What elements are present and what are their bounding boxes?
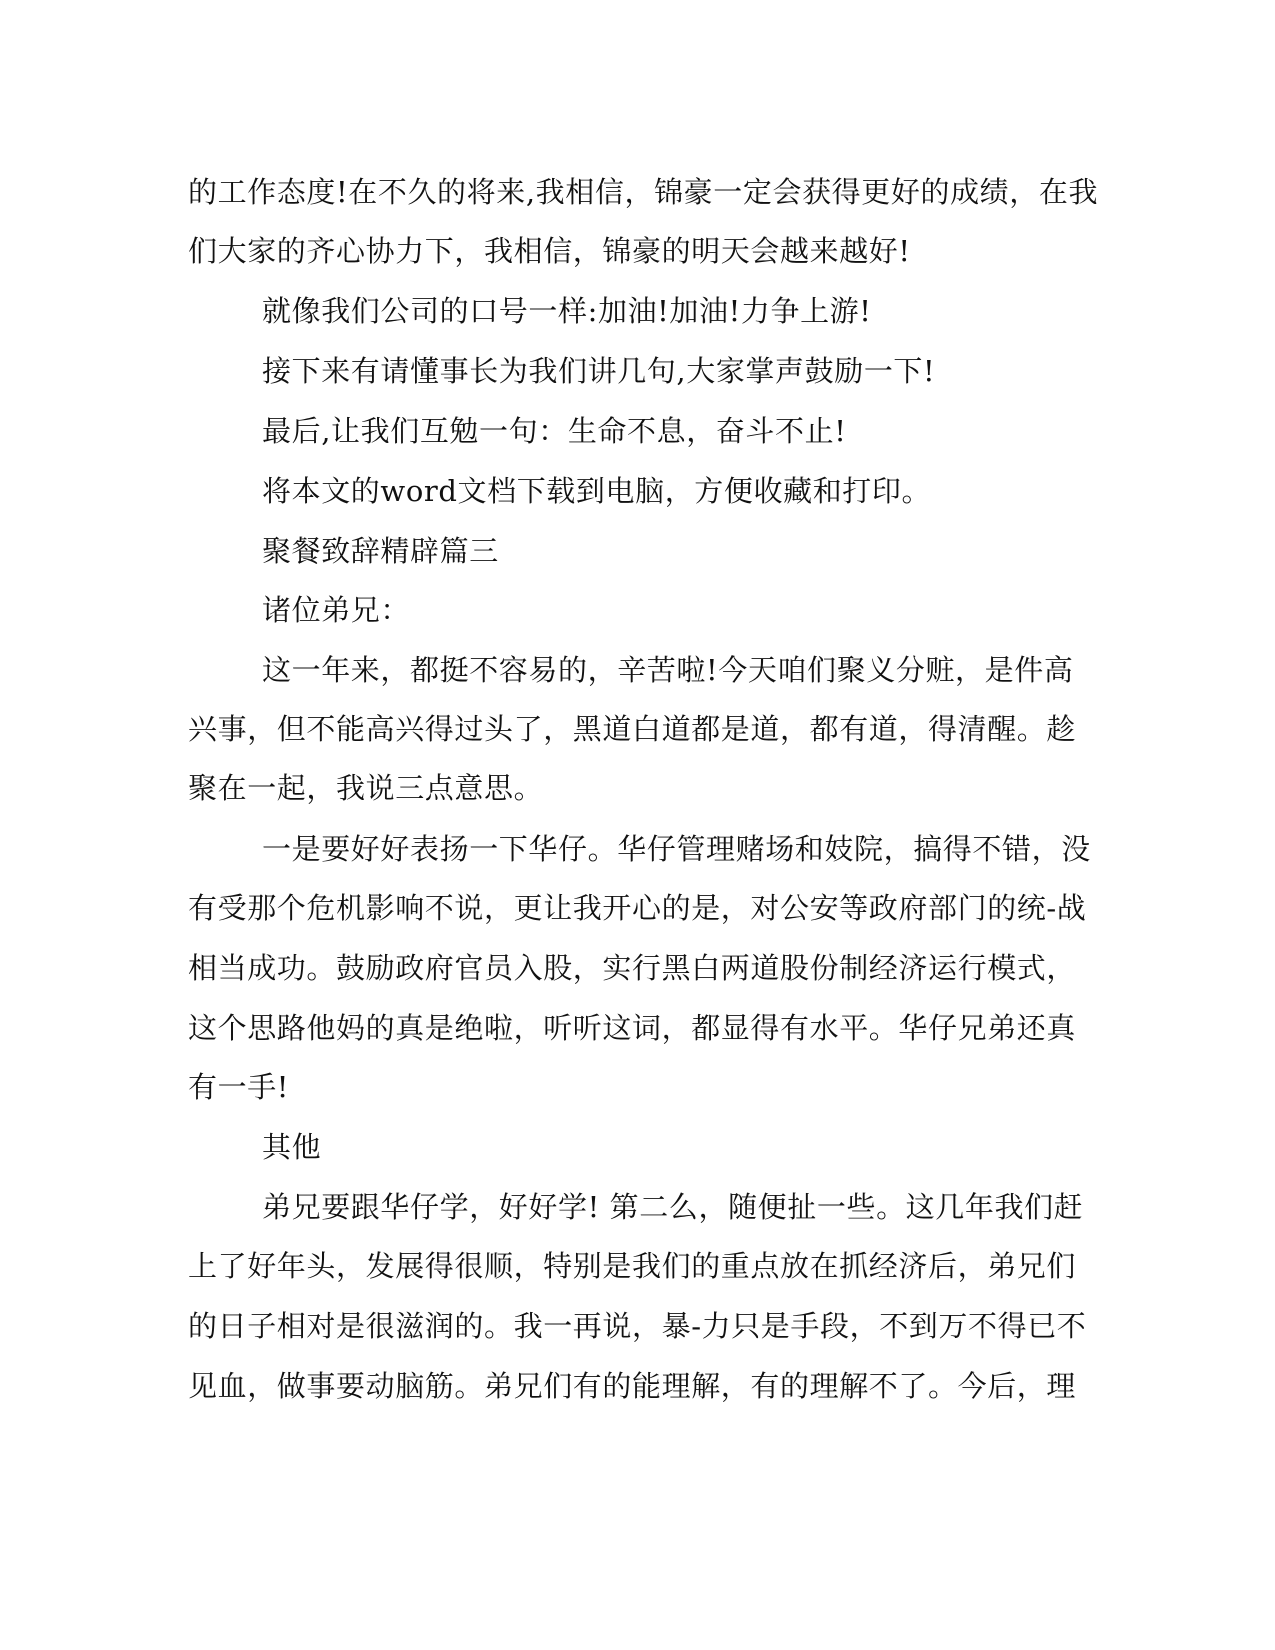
text-line: 有一手! [188, 1070, 290, 1104]
text-line: 接下来有请懂事长为我们讲几句,大家掌声鼓励一下! [262, 354, 936, 388]
salutation: 诸位弟兄： [262, 593, 411, 627]
text-line: 兴事，但不能高兴得过头了，黑道白道都是道，都有道，得清醒。趁 [188, 712, 1077, 746]
text-line: 们大家的齐心协力下，我相信，锦豪的明天会越来越好! [188, 234, 911, 268]
text-line: 有受那个危机影响不说，更让我开心的是，对公安等政府部门的统-战 [188, 891, 1087, 925]
text-line: 就像我们公司的口号一样:加油!加油!力争上游! [262, 294, 872, 328]
text-line: 这一年来，都挺不容易的，辛苦啦!今天咱们聚义分赃，是件高 [262, 653, 1074, 687]
text-line: 弟兄要跟华仔学，好好学! 第二么，随便扯一些。这几年我们赶 [262, 1190, 1084, 1224]
text-line: 的日子相对是很滋润的。我一再说，暴-力只是手段，不到万不得已不 [188, 1309, 1087, 1343]
text-line: 的工作态度!在不久的将来,我相信，锦豪一定会获得更好的成绩，在我 [188, 175, 1099, 209]
text-line: 其他 [262, 1130, 322, 1164]
text-line: 将本文的word文档下载到电脑，方便收藏和打印。 [262, 474, 932, 508]
text-line: 聚在一起，我说三点意思。 [188, 771, 544, 805]
text-line: 这个思路他妈的真是绝啦，听听这词，都显得有水平。华仔兄弟还真 [188, 1011, 1077, 1045]
text-line: 见血，做事要动脑筋。弟兄们有的能理解，有的理解不了。今后，理 [188, 1369, 1077, 1403]
text-line: 上了好年头，发展得很顺，特别是我们的重点放在抓经济后，弟兄们 [188, 1249, 1077, 1283]
text-line: 相当成功。鼓励政府官员入股，实行黑白两道股份制经济运行模式， [188, 951, 1077, 985]
section-heading: 聚餐致辞精辟篇三 [262, 534, 499, 568]
text-line: 最后,让我们互勉一句：生命不息，奋斗不止! [262, 414, 847, 448]
text-line: 一是要好好表扬一下华仔。华仔管理赌场和妓院，搞得不错，没 [262, 832, 1091, 866]
